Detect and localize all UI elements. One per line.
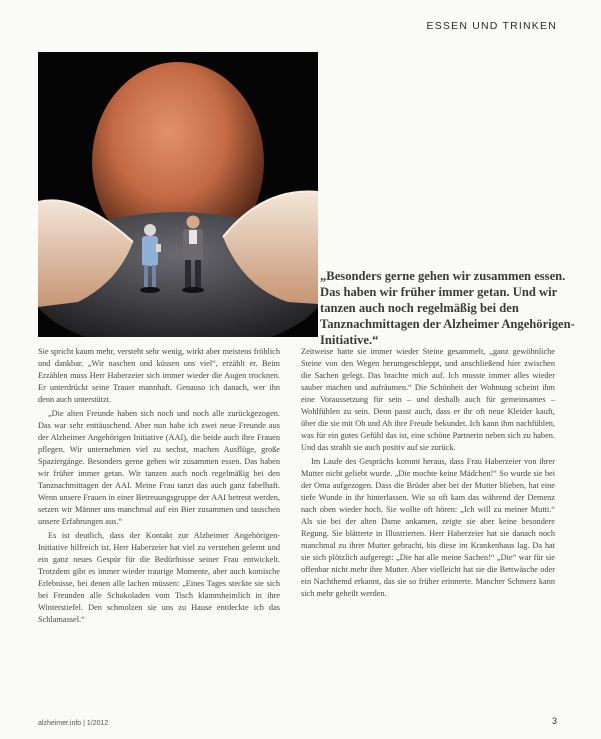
paragraph: Sie spricht kaum mehr, versteht sehr wenig, wirkt aber meistens fröhlich und dankbar. „Wir naschen und küssen uns viel“, erzählt er. Beim Erzählen muss Herr Haberzeier sich immer wieder die Augen trocknen. Er unterdrückt seine Trauer mannhaft. Genauso ich danach, wer ihn denn auch unterstützt. <box>38 347 280 404</box>
paragraph: „Die alten Freunde haben sich noch und noch alle zurückgezogen. Das war sehr enttäuschend. Aber nun habe ich zwei neue Freunde aus der Alzheimer Angehörigen Initiative (AAI), die beide auch ihre Frauen pflegen. Wir unternehmen viel zu sechst, machen Ausflüge, große Spaziergänge. Besonders gerne gehen wir zusammen essen. Das haben wir früher immer getan. Wir tanzen auch noch regelmäßig bei den Tanznachmittagen der AAI. Meine Frau tanzt das auch ganz fabelhaft. Wenn unsere Frauen in einer Betreuungsgruppe der AAI betreut werden, setzen wir Männer uns manchmal auf ein Bier zusammen und tauschen unsere Erfahrungen aus.“ <box>38 409 280 526</box>
paragraph: Im Laufe des Gesprächs kommt heraus, dass Frau Haberzeier von ihrer Mutter nicht geliebt wurde. „Die mochte keine Mädchen!“ So wurde sie bei der Oma aufgezogen. Dass die Brüder aber bei der Mutter blieben, hat eine tiefe Wunde in ihr hinterlassen. Wie so oft kam das während der Demenz nach oben wieder hoch. Sie wollte oft hören: „Ich will zu meiner Mutti.“ Als sie bei der alten Dame ankamen, zeigte sie aber keine besondere Regung. Sie blätterte in Illustrierten. Herr Haberzeier hat sie danach noch manchmal zu ihrer Mutter gebracht, bis diese im Krankenhaus lag. Da hat sie sich plötzlich aufgeregt: „Die hat alle meine Sachen!“ „Die“ war für sie offenbar nicht mehr ihre Mutter. Aber vielleicht hat sie die Bettwäsche oder ein Nachthemd erkannt, das sie so früher erinnerte. Mancher Schmerz kann sich mehr geheilt werden. <box>301 457 555 598</box>
egg-figurines-image <box>38 52 318 337</box>
section-label: ESSEN UND TRINKEN <box>426 20 557 32</box>
footer-publication: alzheimer.info | 1/2012 <box>38 720 109 727</box>
page-number: 3 <box>551 716 557 726</box>
article-column-right <box>301 346 555 602</box>
paragraph: Es ist deutlich, dass der Kontakt zur Alzheimer Angehörigen-Initiative hilfreich ist. Herr Haberzeier hat viel zu verstehen gelernt und ein ganz neues Gespür für die Bedürfnisse seiner Frau entwickelt. Trotzdem gibt es immer wieder traurige Momente, aber auch komische Erlebnisse, bei denen alle lachen müssen: „Eines Tages steckte sie sich bei Freunden alle Schokoladen vom Tisch klammheimlich in ihre Winterstiefel. Den schmolzen sie uns zu Hause entdeckte ich das Schlamassel.“ <box>38 531 280 624</box>
paragraph: Zeitweise hatte sie immer wieder Steine gesammelt, „ganz gewöhnliche Steine von den Wegen herumgeschleppt, und anschließend hier zwischen die Sachen gelegt. Das brachte mich auf. Ich musste immer alles wieder sauber machen und aufräumen.“ Die Schönheit der Wohnung scheint ihm eine Voraussetzung für sein – und deshalb auch für gemeinsames – Wohlfühlen zu sein. Denn passt auch, dass er ihr oft neue Kleider kauft, über die sie mit Oh und Ah ihre Freude bekundet. Ich kann ihm nachfühlen, was für ein gutes Gefühl das ist, eine schöne Partnerin neben sich zu haben. Und das strahlt sie auch positiv auf sie zurück. <box>301 347 555 452</box>
article-column-left <box>38 346 280 628</box>
article-photo <box>38 52 318 337</box>
pull-quote: „Besonders gerne gehen wir zusammen essen. Das haben wir früher immer getan. Und wir tanzen auch noch regelmäßig bei den Tanznachmittagen der Alzheimer Angehörigen-Initiative.“ <box>320 269 575 347</box>
